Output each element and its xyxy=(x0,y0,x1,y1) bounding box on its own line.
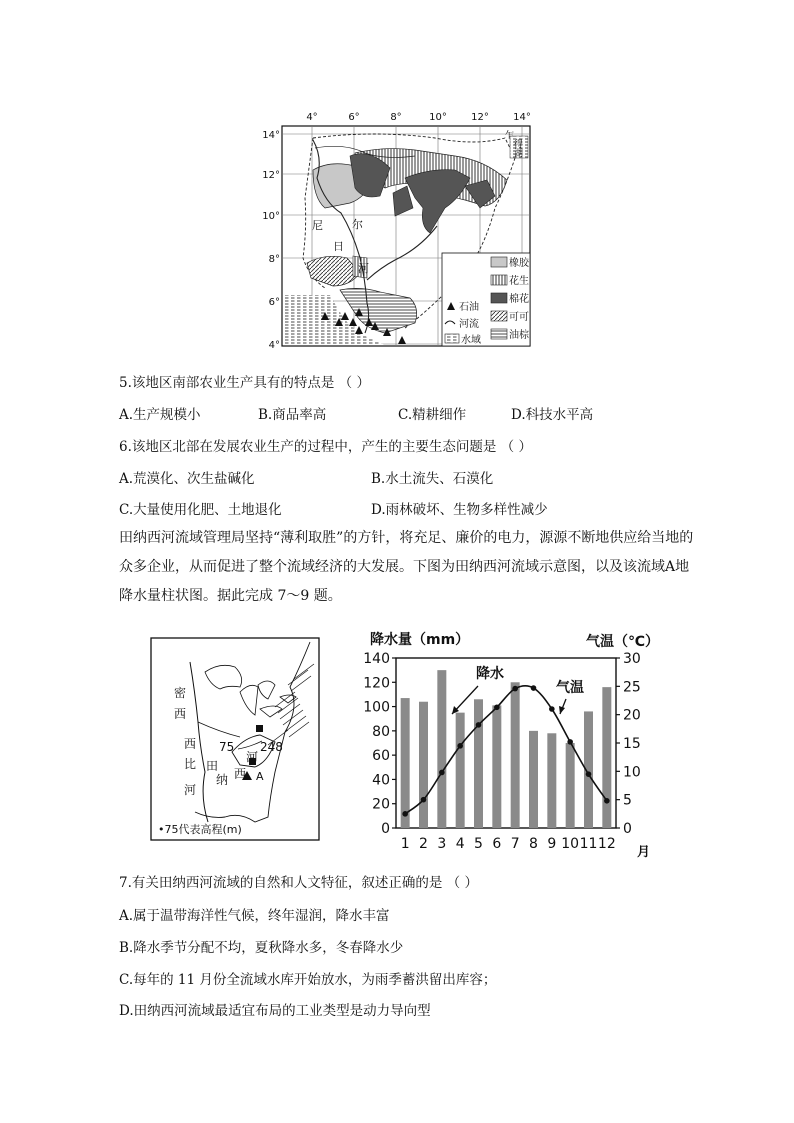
y-left-tick-label: 20 xyxy=(372,796,390,813)
map2-label: 纳 xyxy=(216,773,229,787)
temperature-point xyxy=(439,770,445,776)
series-label-precip: 降水 xyxy=(476,666,504,682)
temp-arrow-head xyxy=(559,706,565,714)
y-left-tick-label: 80 xyxy=(372,723,390,740)
y-right-tick-label: 25 xyxy=(623,679,641,696)
y-left-label: 降水量（mm） xyxy=(370,632,470,648)
map2-label: 河 xyxy=(184,783,197,797)
map2-label: 田 xyxy=(206,759,219,773)
lat-label: 14° xyxy=(262,130,280,141)
precip-bar xyxy=(492,705,501,828)
lake-label: 乍 xyxy=(505,131,515,141)
elevation-248: 248 xyxy=(260,740,283,754)
temperature-point xyxy=(421,797,427,803)
lon-label: 6° xyxy=(348,112,360,123)
lon-label: 12° xyxy=(471,112,489,123)
x-tick-label: 4 xyxy=(455,836,465,852)
q6-option-b[interactable]: B.水土流失、石漠化 xyxy=(371,471,494,487)
q5-option-d[interactable]: D.科技水平高 xyxy=(511,407,594,423)
x-tick-label: 3 xyxy=(437,836,447,852)
precip-bar xyxy=(401,698,410,828)
temperature-point xyxy=(402,811,408,817)
lat-label: 4° xyxy=(268,340,280,351)
precip-bar xyxy=(547,733,556,828)
q7-option-a[interactable]: A.属于温带海洋性气候，终年湿润，降水丰富 xyxy=(119,908,390,924)
x-tick-label: 5 xyxy=(474,836,483,852)
point-a-label: A xyxy=(256,770,264,783)
lat-label: 12° xyxy=(262,170,280,181)
q5-option-c[interactable]: C.精耕细作 xyxy=(398,407,467,423)
legend-water: 水域 xyxy=(461,335,481,346)
climate-chart xyxy=(360,622,659,862)
temperature-point xyxy=(494,705,500,711)
map2-label: 密 xyxy=(174,686,187,700)
y-right-tick-label: 10 xyxy=(623,764,641,781)
precip-bar xyxy=(456,713,465,828)
map2-legend: •75代表高程(m) xyxy=(158,823,242,836)
legend-cocoa: 可可 xyxy=(509,312,529,323)
q5-option-a[interactable]: A.生产规模小 xyxy=(119,407,201,423)
y-left-tick-label: 120 xyxy=(363,675,390,692)
map2-label: 西 xyxy=(174,707,187,721)
legend-river: 河流 xyxy=(459,319,479,330)
temperature-point xyxy=(586,771,592,777)
lat-label: 10° xyxy=(262,211,280,222)
question-5-stem: 5.该地区南部农业生产具有的特点是 （ ） xyxy=(119,375,370,391)
y-right-tick-label: 20 xyxy=(623,707,641,724)
legend-oil: 石油 xyxy=(459,302,479,313)
river-char: 尼 xyxy=(312,219,323,232)
y-right-label: 气温（℃） xyxy=(586,634,659,650)
lon-label: 14° xyxy=(513,112,531,123)
x-tick-label: 10 xyxy=(561,836,580,852)
legend-cotton: 棉花 xyxy=(509,294,529,305)
nigeria-agriculture-map xyxy=(255,108,545,350)
q7-option-c[interactable]: C.每年的 11 月份全流域水库开始放水，为雨季蓄洪留出库容； xyxy=(119,972,497,988)
legend-rubber: 橡胶 xyxy=(509,258,529,269)
q6-option-d[interactable]: D.雨林破坏、生物多样性减少 xyxy=(371,502,548,518)
dam-marker xyxy=(256,725,263,732)
precip-bar xyxy=(529,731,538,828)
temperature-point xyxy=(549,706,555,712)
temperature-point xyxy=(512,686,518,692)
lat-label: 8° xyxy=(268,254,280,265)
precip-bar xyxy=(419,702,428,828)
y-left-tick-label: 40 xyxy=(372,772,390,789)
y-right-tick-label: 30 xyxy=(623,651,641,667)
temperature-point xyxy=(457,743,463,749)
q7-option-d[interactable]: D.田纳西河流域最适宜布局的工业类型是动力导向型 xyxy=(119,1003,431,1019)
temperature-point xyxy=(604,798,610,804)
q5-option-b[interactable]: B.商品率高 xyxy=(258,407,327,423)
x-tick-label: 11 xyxy=(579,836,598,852)
x-tick-label: 9 xyxy=(547,836,557,852)
y-right-tick-label: 0 xyxy=(623,821,632,837)
q7-option-b[interactable]: B.降水季节分配不均，夏秋降水多，冬春降水少 xyxy=(119,940,404,956)
question-7-stem: 7.有关田纳西河流域的自然和人文特征，叙述正确的是 （ ） xyxy=(119,875,478,891)
river-char: 尔 xyxy=(352,218,363,231)
q6-option-a[interactable]: A.荒漠化、次生盐碱化 xyxy=(119,471,255,487)
lon-label: 8° xyxy=(390,112,402,123)
q6-option-c[interactable]: C.大量使用化肥、土地退化 xyxy=(119,502,282,518)
river-char: 日 xyxy=(333,240,344,253)
x-tick-label: 6 xyxy=(492,836,502,852)
x-tick-label: 12 xyxy=(597,836,616,852)
tennessee-basin-map xyxy=(150,637,320,842)
precip-bar xyxy=(602,687,611,828)
map2-label: 河 xyxy=(246,750,259,764)
x-tick-label: 7 xyxy=(510,836,520,852)
lake-label: 湖 xyxy=(514,149,524,159)
precip-bar xyxy=(437,670,446,828)
y-right-tick-label: 15 xyxy=(623,736,641,752)
x-tick-label: 2 xyxy=(419,836,428,852)
precip-bar xyxy=(511,682,520,828)
y-left-tick-label: 60 xyxy=(372,748,390,765)
temperature-point xyxy=(476,722,482,728)
y-left-tick-label: 140 xyxy=(363,651,390,667)
lon-label: 4° xyxy=(306,112,318,123)
lake-label: 得 xyxy=(514,140,524,150)
elevation-75: 75 xyxy=(219,740,235,754)
lon-label: 10° xyxy=(429,112,447,123)
series-label-temp: 气温 xyxy=(556,680,584,696)
x-tick-label: 8 xyxy=(529,836,538,852)
intro-paragraph: 田纳西河流域管理局坚持“薄利取胜”的方针，将充足、廉价的电力，源源不断地供应给当地的众多企业，从而促进了整个流域经济的大发展。下图为田纳西河流域示意图，以及该流域A地降水量柱状图。据此完成 7～9 题。 xyxy=(119,530,694,604)
precip-bar xyxy=(566,743,575,828)
map2-label: 比 xyxy=(184,757,197,771)
map2-label: 西 xyxy=(184,737,197,751)
lat-label: 6° xyxy=(268,297,280,308)
y-left-tick-label: 0 xyxy=(381,821,390,837)
legend-palm: 油棕 xyxy=(509,330,529,341)
x-unit-label: 月 xyxy=(637,845,651,860)
temperature-point xyxy=(531,685,537,691)
map2-label: 西 xyxy=(234,767,247,781)
precip-bar xyxy=(474,699,483,828)
river-char: 河 xyxy=(358,262,369,275)
y-right-tick-label: 5 xyxy=(623,792,632,809)
question-6-stem: 6.该地区北部在发展农业生产的过程中，产生的主要生态问题是 （ ） xyxy=(119,439,532,455)
y-left-tick-label: 100 xyxy=(363,699,390,716)
legend-peanut: 花生 xyxy=(509,276,529,287)
temperature-line xyxy=(405,686,607,814)
temperature-point xyxy=(567,739,573,745)
x-tick-label: 1 xyxy=(400,836,410,852)
